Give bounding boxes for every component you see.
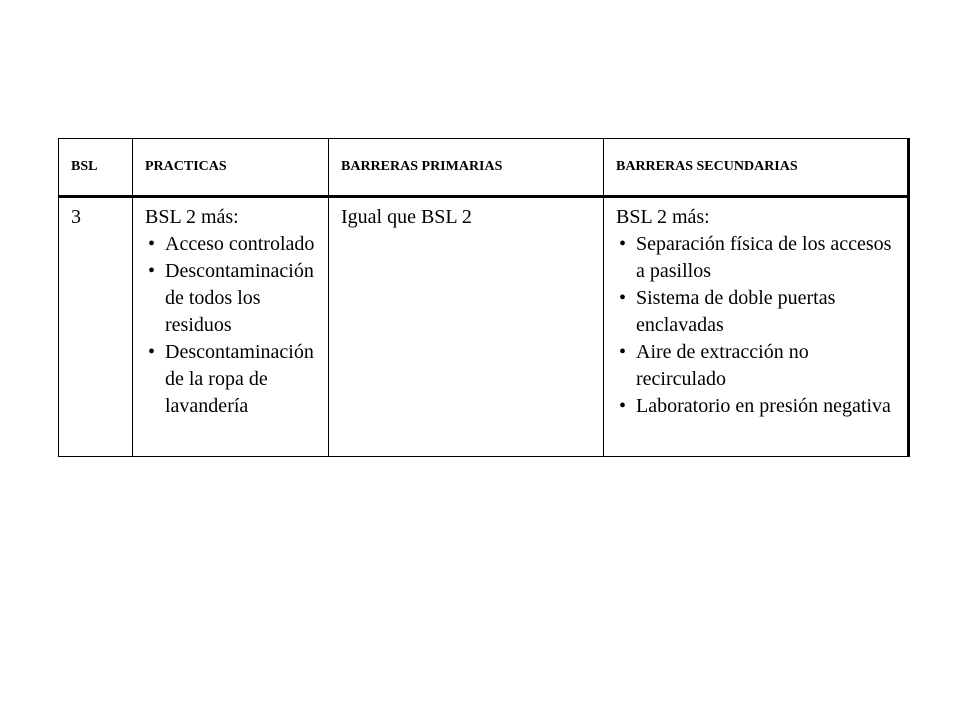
bullet-icon: • [619,287,627,309]
secundarias-item-text: Separación física de los accesos a pasillos [636,233,892,282]
bullet-icon: • [619,341,627,363]
list-item [619,231,903,285]
list-item [148,339,324,420]
list-item [148,258,324,339]
cell-barreras-secundarias [604,197,909,457]
bullet-icon: • [619,233,627,255]
practicas-list [145,231,324,420]
practicas-item-text: Descontaminación de todos los residuos [165,260,314,336]
list-item [148,231,324,258]
header-practicas: PRACTICAS [133,139,329,197]
secundarias-list [616,231,903,420]
practicas-item-text: Descontaminación de la ropa de lavandería [165,341,314,417]
practicas-item-text: Acceso controlado [165,233,315,255]
bullet-icon: • [148,260,156,282]
header-barreras-secundarias: BARRERAS SECUNDARIAS [604,139,909,197]
bullet-icon: • [148,341,156,363]
table-row [59,197,909,457]
secundarias-item-text: Laboratorio en presión negativa [636,395,891,417]
cell-barreras-primarias: Igual que BSL 2 [329,197,604,457]
list-item [619,393,903,420]
list-item [619,285,903,339]
secundarias-item-text: Aire de extracción no recirculado [636,341,809,390]
header-row [59,139,909,197]
cell-bsl-level: 3 [59,197,133,457]
biosafety-level-table [58,138,910,457]
bullet-icon: • [148,233,156,255]
practicas-intro: BSL 2 más: [145,206,239,228]
cell-practicas [133,197,329,457]
header-bsl: BSL [59,139,133,197]
header-barreras-primarias: BARRERAS PRIMARIAS [329,139,604,197]
secundarias-intro: BSL 2 más: [616,206,710,228]
secundarias-item-text: Sistema de doble puertas enclavadas [636,287,836,336]
bullet-icon: • [619,395,627,417]
list-item [619,339,903,393]
